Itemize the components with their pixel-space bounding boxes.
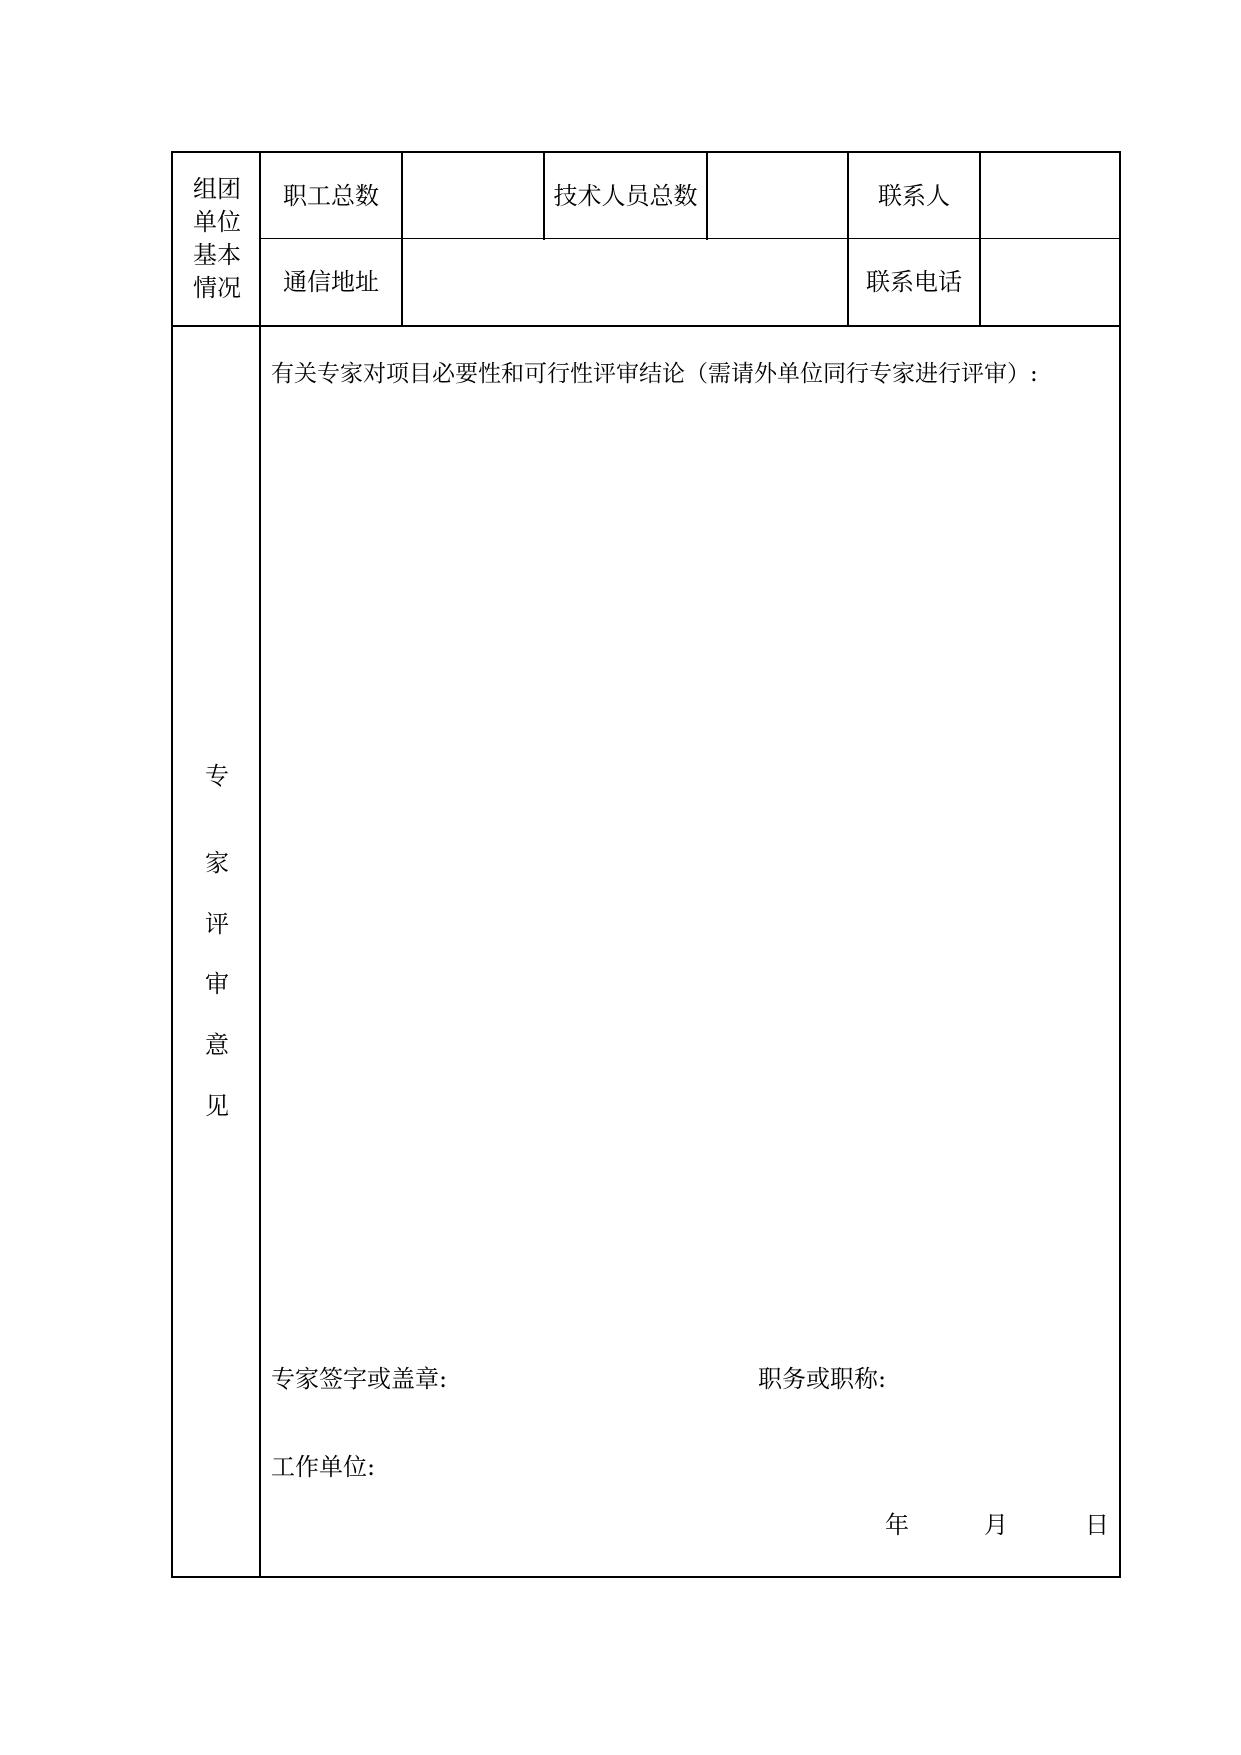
date-year-label: 年 (885, 1511, 909, 1539)
position-title-label: 职务或职称: (758, 1365, 887, 1393)
expert-review-label-char: 意 (205, 1031, 229, 1059)
review-conclusion-field[interactable] (271, 393, 1111, 1393)
basic-info-section-label (173, 173, 261, 305)
contact-person-field[interactable] (981, 153, 1119, 238)
date-month-label: 月 (984, 1511, 1008, 1539)
expert-review-label-char: 家 (205, 849, 229, 877)
section-label-line: 组团 (193, 175, 241, 203)
expert-review-label-char: 专 (205, 762, 229, 790)
section-label-line: 情况 (193, 274, 241, 302)
phone-field[interactable] (981, 239, 1119, 325)
tech-staff-total-label: 技术人员总数 (553, 181, 698, 210)
expert-review-label-char: 评 (205, 910, 229, 938)
address-label: 通信地址 (283, 268, 379, 296)
expert-review-label-char: 见 (205, 1092, 229, 1120)
expert-review-label-char: 审 (205, 970, 229, 998)
contact-person-label: 联系人 (878, 181, 950, 210)
row-divider (173, 325, 1119, 327)
staff-total-field[interactable] (403, 153, 543, 238)
expert-signature-label: 专家签字或盖章: (271, 1365, 448, 1393)
section-label-line: 基本 (193, 241, 241, 269)
review-conclusion-prompt: 有关专家对项目必要性和可行性评审结论（需请外单位同行专家进行评审）: (271, 361, 1038, 387)
phone-label: 联系电话 (866, 268, 962, 296)
date-day-label: 日 (1085, 1511, 1109, 1539)
review-form-table (171, 151, 1121, 1578)
address-field[interactable] (403, 239, 847, 325)
tech-staff-total-field[interactable] (708, 153, 847, 238)
staff-total-label: 职工总数 (283, 181, 379, 210)
workplace-label: 工作单位: (271, 1453, 376, 1481)
section-label-line: 单位 (193, 208, 241, 236)
